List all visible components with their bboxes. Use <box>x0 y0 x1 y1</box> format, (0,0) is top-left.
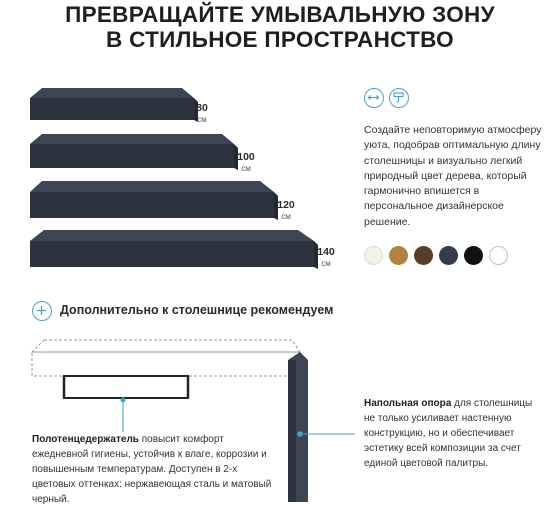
towel-holder-title: Полотенцедержатель <box>32 434 139 445</box>
size-label-100: 100 см <box>237 151 255 173</box>
swatch-black[interactable] <box>464 246 483 265</box>
countertop-100 <box>30 134 240 172</box>
size-label-120: 120 см <box>277 199 295 221</box>
swatch-graphite[interactable] <box>439 246 458 265</box>
floor-support-text: для столешницы не только усиливает настенную конструкцию, но и обеспечивает эстетику всей композиции за счет единой цветовой палитры. <box>364 398 533 469</box>
size-label-140: 140 см <box>317 246 335 268</box>
countertop-120 <box>30 181 280 221</box>
floor-support-note <box>364 396 544 471</box>
towel-holder-note <box>32 432 272 507</box>
countertop-80 <box>30 88 200 124</box>
recommend-title: Дополнительно к столешнице рекомендуем <box>60 303 334 317</box>
swatch-white-outline[interactable] <box>489 246 508 265</box>
towel-holder-text: повысит комфорт ежедневной гигиены, устойчив к влаге, коррозии и повышенным температурам. Доступен в 2-х цветовых оттенках: нержавеющая сталь и матовый черный. <box>32 434 272 505</box>
heading-line-1: ПРЕВРАЩАЙТЕ УМЫВАЛЬНУЮ ЗОНУ <box>65 2 495 27</box>
size-label-80: 80 см <box>196 102 208 124</box>
floor-support-title: Напольная опора <box>364 398 452 409</box>
swatch-oak[interactable] <box>389 246 408 265</box>
size-description: Создайте неповторимую атмосферу уюта, подобрав оптимальную длину столешницы и визуально легкий природный цвет дерева, который гармонично впишется в персональное дизайнерское решение. <box>364 124 542 228</box>
width-arrows-icon <box>364 88 384 108</box>
towel-holder-image <box>64 376 188 398</box>
plus-icon <box>32 301 52 321</box>
tap-icon <box>389 88 409 108</box>
countertop-140 <box>30 230 320 270</box>
heading-line-2: В СТИЛЬНОЕ ПРОСТРАНСТВО <box>106 27 454 52</box>
floor-support-image <box>288 352 308 502</box>
swatch-white[interactable] <box>364 246 383 265</box>
swatch-walnut[interactable] <box>414 246 433 265</box>
